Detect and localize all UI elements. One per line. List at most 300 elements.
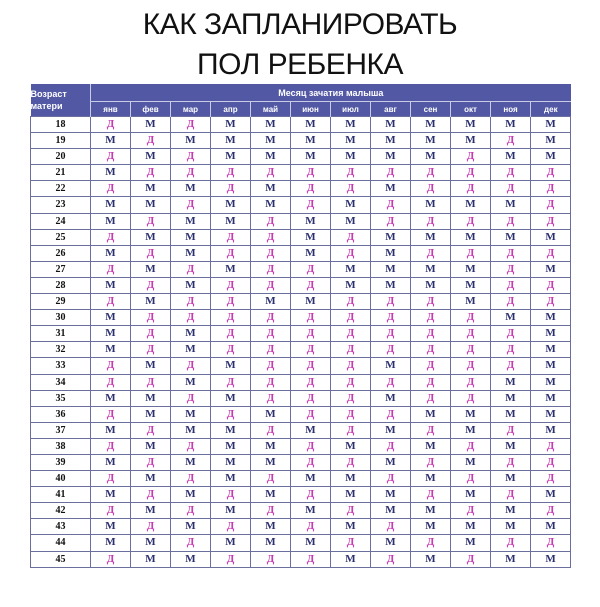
gender-cell: Д bbox=[491, 326, 531, 342]
gender-cell: М bbox=[251, 406, 291, 422]
gender-cell: М bbox=[131, 503, 171, 519]
gender-cell: М bbox=[211, 438, 251, 454]
gender-cell: Д bbox=[291, 165, 331, 181]
gender-cell: М bbox=[451, 422, 491, 438]
gender-cell: М bbox=[131, 535, 171, 551]
gender-cell: М bbox=[371, 503, 411, 519]
gender-cell: М bbox=[131, 117, 171, 133]
gender-cell: Д bbox=[211, 229, 251, 245]
month-header-6: июл bbox=[331, 102, 371, 117]
gender-cell: М bbox=[291, 245, 331, 261]
gender-cell: Д bbox=[491, 261, 531, 277]
gender-cell: Д bbox=[411, 390, 451, 406]
gender-cell: М bbox=[491, 551, 531, 567]
gender-cell: М bbox=[331, 117, 371, 133]
gender-cell: М bbox=[171, 406, 211, 422]
mother-age-cell: 20 bbox=[31, 149, 91, 165]
gender-cell: М bbox=[211, 133, 251, 149]
gender-cell: Д bbox=[411, 374, 451, 390]
table-row bbox=[31, 277, 571, 293]
gender-cell: Д bbox=[331, 310, 371, 326]
gender-cell: Д bbox=[371, 326, 411, 342]
gender-cell: М bbox=[411, 133, 451, 149]
gender-cell: Д bbox=[131, 213, 171, 229]
gender-cell: М bbox=[131, 551, 171, 567]
gender-cell: Д bbox=[491, 454, 531, 470]
gender-cell: Д bbox=[491, 181, 531, 197]
page-title-line-1: КАК ЗАПЛАНИРОВАТЬ bbox=[142, 8, 458, 41]
gender-cell: Д bbox=[251, 261, 291, 277]
gender-planning-table bbox=[30, 84, 571, 568]
table-row bbox=[31, 197, 571, 213]
month-header-9: окт bbox=[451, 102, 491, 117]
gender-cell: Д bbox=[371, 519, 411, 535]
gender-cell: Д bbox=[331, 422, 371, 438]
gender-cell: Д bbox=[371, 471, 411, 487]
gender-cell: М bbox=[131, 406, 171, 422]
gender-cell: Д bbox=[91, 551, 131, 567]
mother-age-cell: 19 bbox=[31, 133, 91, 149]
gender-cell: М bbox=[131, 438, 171, 454]
gender-cell: Д bbox=[251, 471, 291, 487]
gender-cell: Д bbox=[411, 487, 451, 503]
gender-cell: Д bbox=[291, 438, 331, 454]
gender-cell: Д bbox=[131, 422, 171, 438]
gender-cell: М bbox=[371, 117, 411, 133]
gender-cell: Д bbox=[211, 165, 251, 181]
gender-cell: М bbox=[131, 229, 171, 245]
month-header-4: май bbox=[251, 102, 291, 117]
gender-cell: Д bbox=[91, 149, 131, 165]
gender-cell: Д bbox=[171, 261, 211, 277]
gender-cell: Д bbox=[131, 310, 171, 326]
gender-cell: М bbox=[171, 245, 211, 261]
gender-cell: М bbox=[411, 503, 451, 519]
gender-cell: Д bbox=[211, 326, 251, 342]
gender-cell: Д bbox=[491, 277, 531, 293]
age-column-header bbox=[31, 84, 91, 117]
gender-cell: Д bbox=[171, 294, 211, 310]
gender-cell: Д bbox=[531, 213, 571, 229]
gender-cell: Д bbox=[451, 390, 491, 406]
gender-cell: Д bbox=[211, 374, 251, 390]
month-header-7: авг bbox=[371, 102, 411, 117]
month-header-5: июн bbox=[291, 102, 331, 117]
table-row bbox=[31, 503, 571, 519]
gender-cell: Д bbox=[531, 245, 571, 261]
gender-cell: Д bbox=[411, 535, 451, 551]
gender-cell: М bbox=[211, 503, 251, 519]
gender-cell: М bbox=[91, 213, 131, 229]
mother-age-cell: 30 bbox=[31, 310, 91, 326]
gender-cell: М bbox=[291, 422, 331, 438]
mother-age-cell: 36 bbox=[31, 406, 91, 422]
gender-cell: Д bbox=[451, 149, 491, 165]
gender-cell: М bbox=[131, 181, 171, 197]
gender-cell: Д bbox=[331, 245, 371, 261]
gender-cell: Д bbox=[371, 374, 411, 390]
gender-cell: Д bbox=[331, 503, 371, 519]
table-row bbox=[31, 342, 571, 358]
month-header-3: апр bbox=[211, 102, 251, 117]
month-header-10: ноя bbox=[491, 102, 531, 117]
gender-cell: М bbox=[451, 487, 491, 503]
gender-cell: М bbox=[531, 342, 571, 358]
gender-cell: Д bbox=[251, 358, 291, 374]
mother-age-cell: 22 bbox=[31, 181, 91, 197]
gender-cell: Д bbox=[451, 471, 491, 487]
gender-cell: Д bbox=[91, 374, 131, 390]
gender-cell: Д bbox=[371, 438, 411, 454]
gender-cell: Д bbox=[411, 358, 451, 374]
gender-cell: М bbox=[171, 551, 211, 567]
table-row bbox=[31, 422, 571, 438]
gender-cell: М bbox=[171, 213, 211, 229]
gender-cell: Д bbox=[171, 471, 211, 487]
table-row bbox=[31, 471, 571, 487]
gender-cell: М bbox=[531, 326, 571, 342]
gender-cell: М bbox=[491, 519, 531, 535]
gender-cell: М bbox=[291, 213, 331, 229]
gender-cell: Д bbox=[251, 551, 291, 567]
gender-cell: Д bbox=[291, 326, 331, 342]
gender-cell: Д bbox=[491, 358, 531, 374]
gender-cell: М bbox=[171, 454, 211, 470]
gender-cell: М bbox=[171, 519, 211, 535]
gender-cell: Д bbox=[371, 551, 411, 567]
gender-cell: М bbox=[251, 487, 291, 503]
gender-cell: Д bbox=[171, 197, 211, 213]
mother-age-cell: 21 bbox=[31, 165, 91, 181]
gender-cell: Д bbox=[331, 535, 371, 551]
mother-age-cell: 23 bbox=[31, 197, 91, 213]
gender-cell: Д bbox=[291, 358, 331, 374]
gender-cell: Д bbox=[131, 342, 171, 358]
table-row bbox=[31, 229, 571, 245]
gender-cell: Д bbox=[91, 438, 131, 454]
gender-cell: Д bbox=[531, 535, 571, 551]
month-group-header: Месяц зачатия малыша bbox=[91, 84, 571, 102]
gender-cell: М bbox=[91, 390, 131, 406]
gender-cell: М bbox=[291, 503, 331, 519]
gender-cell: М bbox=[291, 133, 331, 149]
gender-cell: Д bbox=[411, 294, 451, 310]
gender-cell: М bbox=[211, 149, 251, 165]
month-header-2: мар bbox=[171, 102, 211, 117]
gender-cell: Д bbox=[331, 165, 371, 181]
table-row bbox=[31, 245, 571, 261]
table-row bbox=[31, 406, 571, 422]
gender-cell: Д bbox=[371, 197, 411, 213]
gender-cell: М bbox=[331, 487, 371, 503]
gender-cell: Д bbox=[91, 181, 131, 197]
table-row bbox=[31, 535, 571, 551]
table-row bbox=[31, 326, 571, 342]
gender-cell: Д bbox=[251, 310, 291, 326]
table-row bbox=[31, 358, 571, 374]
gender-cell: Д bbox=[371, 406, 411, 422]
gender-cell: Д bbox=[211, 487, 251, 503]
gender-cell: Д bbox=[451, 213, 491, 229]
table-body bbox=[31, 117, 571, 568]
gender-cell: М bbox=[171, 229, 211, 245]
gender-cell: М bbox=[91, 342, 131, 358]
gender-cell: Д bbox=[451, 358, 491, 374]
gender-cell: М bbox=[91, 310, 131, 326]
gender-cell: Д bbox=[251, 422, 291, 438]
gender-cell: Д bbox=[211, 245, 251, 261]
page-title-line-2: ПОЛ РЕБЕНКА bbox=[197, 48, 403, 81]
gender-cell: М bbox=[91, 422, 131, 438]
gender-cell: Д bbox=[531, 438, 571, 454]
gender-cell: М bbox=[331, 261, 371, 277]
gender-cell: М bbox=[211, 454, 251, 470]
gender-cell: М bbox=[291, 229, 331, 245]
gender-cell: М bbox=[411, 197, 451, 213]
gender-cell: Д bbox=[531, 471, 571, 487]
gender-cell: М bbox=[91, 133, 131, 149]
gender-cell: М bbox=[371, 261, 411, 277]
gender-cell: Д bbox=[451, 165, 491, 181]
gender-cell: М bbox=[491, 229, 531, 245]
gender-cell: Д bbox=[331, 374, 371, 390]
gender-cell: М bbox=[211, 117, 251, 133]
table-row bbox=[31, 165, 571, 181]
gender-cell: М bbox=[331, 471, 371, 487]
gender-cell: Д bbox=[411, 454, 451, 470]
gender-cell: М bbox=[171, 326, 211, 342]
mother-age-cell: 25 bbox=[31, 229, 91, 245]
gender-cell: Д bbox=[451, 310, 491, 326]
gender-cell: М bbox=[411, 551, 451, 567]
gender-cell: М bbox=[131, 197, 171, 213]
mother-age-cell: 26 bbox=[31, 245, 91, 261]
mother-age-cell: 33 bbox=[31, 358, 91, 374]
gender-cell: М bbox=[371, 535, 411, 551]
gender-cell: М bbox=[91, 326, 131, 342]
gender-cell: М bbox=[411, 229, 451, 245]
gender-cell: Д bbox=[451, 438, 491, 454]
table-row bbox=[31, 438, 571, 454]
gender-cell: М bbox=[491, 390, 531, 406]
gender-cell: М bbox=[531, 310, 571, 326]
gender-cell: М bbox=[371, 454, 411, 470]
gender-cell: Д bbox=[211, 294, 251, 310]
gender-cell: Д bbox=[331, 294, 371, 310]
gender-cell: Д bbox=[291, 519, 331, 535]
gender-cell: Д bbox=[131, 487, 171, 503]
gender-cell: М bbox=[251, 294, 291, 310]
mother-age-cell: 45 bbox=[31, 551, 91, 567]
gender-cell: М bbox=[331, 197, 371, 213]
gender-cell: М bbox=[451, 133, 491, 149]
gender-cell: М bbox=[211, 422, 251, 438]
gender-cell: Д bbox=[171, 310, 211, 326]
gender-cell: Д bbox=[451, 374, 491, 390]
gender-cell: Д bbox=[491, 422, 531, 438]
gender-cell: М bbox=[91, 277, 131, 293]
gender-cell: Д bbox=[371, 310, 411, 326]
gender-cell: Д bbox=[131, 245, 171, 261]
gender-cell: М bbox=[211, 390, 251, 406]
gender-cell: Д bbox=[171, 117, 211, 133]
gender-cell: М bbox=[491, 374, 531, 390]
gender-cell: Д bbox=[131, 326, 171, 342]
gender-cell: М bbox=[531, 117, 571, 133]
gender-cell: М bbox=[411, 471, 451, 487]
gender-cell: Д bbox=[251, 165, 291, 181]
gender-cell: Д bbox=[531, 181, 571, 197]
age-header-line-1: Возраст bbox=[30, 89, 67, 99]
gender-cell: М bbox=[171, 487, 211, 503]
gender-cell: Д bbox=[491, 294, 531, 310]
gender-cell: М bbox=[91, 165, 131, 181]
gender-cell: М bbox=[411, 261, 451, 277]
gender-cell: Д bbox=[251, 390, 291, 406]
gender-cell: М bbox=[251, 117, 291, 133]
gender-cell: М bbox=[171, 422, 211, 438]
gender-cell: М bbox=[331, 438, 371, 454]
gender-cell: М bbox=[531, 390, 571, 406]
gender-cell: М bbox=[371, 277, 411, 293]
gender-cell: Д bbox=[211, 406, 251, 422]
gender-cell: М bbox=[371, 487, 411, 503]
gender-cell: М bbox=[291, 149, 331, 165]
gender-cell: М bbox=[131, 358, 171, 374]
gender-cell: М bbox=[171, 342, 211, 358]
gender-cell: Д bbox=[331, 390, 371, 406]
table-row bbox=[31, 454, 571, 470]
gender-cell: Д bbox=[131, 519, 171, 535]
gender-cell: М bbox=[451, 294, 491, 310]
gender-cell: М bbox=[451, 277, 491, 293]
gender-cell: М bbox=[371, 149, 411, 165]
month-header-8: сен bbox=[411, 102, 451, 117]
mother-age-cell: 43 bbox=[31, 519, 91, 535]
gender-cell: М bbox=[371, 181, 411, 197]
mother-age-cell: 27 bbox=[31, 261, 91, 277]
gender-cell: Д bbox=[451, 551, 491, 567]
mother-age-cell: 34 bbox=[31, 374, 91, 390]
gender-cell: М bbox=[531, 406, 571, 422]
gender-cell: Д bbox=[291, 487, 331, 503]
gender-cell: Д bbox=[371, 165, 411, 181]
mother-age-cell: 35 bbox=[31, 390, 91, 406]
table-row bbox=[31, 133, 571, 149]
gender-cell: М bbox=[331, 551, 371, 567]
gender-cell: Д bbox=[211, 519, 251, 535]
gender-cell: М bbox=[531, 487, 571, 503]
table-row bbox=[31, 213, 571, 229]
gender-cell: М bbox=[291, 117, 331, 133]
gender-cell: Д bbox=[411, 245, 451, 261]
gender-cell: М bbox=[251, 535, 291, 551]
table-row bbox=[31, 149, 571, 165]
mother-age-cell: 32 bbox=[31, 342, 91, 358]
gender-cell: Д bbox=[131, 454, 171, 470]
age-header-line-2: матери bbox=[30, 101, 63, 111]
table-row bbox=[31, 390, 571, 406]
gender-cell: Д bbox=[531, 294, 571, 310]
gender-cell: Д bbox=[531, 503, 571, 519]
gender-cell: М bbox=[171, 133, 211, 149]
gender-cell: Д bbox=[131, 374, 171, 390]
gender-cell: М bbox=[491, 406, 531, 422]
table-row bbox=[31, 117, 571, 133]
gender-cell: М bbox=[291, 471, 331, 487]
table-row bbox=[31, 551, 571, 567]
mother-age-cell: 37 bbox=[31, 422, 91, 438]
gender-cell: М bbox=[451, 197, 491, 213]
gender-cell: М bbox=[371, 358, 411, 374]
gender-cell: М bbox=[291, 294, 331, 310]
gender-cell: М bbox=[251, 438, 291, 454]
gender-cell: Д bbox=[91, 406, 131, 422]
gender-cell: Д bbox=[491, 245, 531, 261]
gender-cell: Д bbox=[171, 149, 211, 165]
gender-cell: Д bbox=[331, 342, 371, 358]
gender-cell: Д bbox=[91, 294, 131, 310]
gender-cell: М bbox=[531, 149, 571, 165]
gender-cell: Д bbox=[171, 503, 211, 519]
table-row bbox=[31, 374, 571, 390]
gender-cell: М bbox=[491, 310, 531, 326]
gender-cell: Д bbox=[251, 213, 291, 229]
mother-age-cell: 29 bbox=[31, 294, 91, 310]
gender-cell: М bbox=[211, 261, 251, 277]
gender-cell: М bbox=[331, 213, 371, 229]
gender-cell: Д bbox=[491, 535, 531, 551]
gender-cell: Д bbox=[251, 342, 291, 358]
gender-cell: Д bbox=[411, 326, 451, 342]
gender-cell: М bbox=[91, 535, 131, 551]
gender-cell: Д bbox=[211, 551, 251, 567]
gender-cell: Д bbox=[211, 277, 251, 293]
gender-cell: Д bbox=[491, 133, 531, 149]
gender-cell: Д bbox=[371, 294, 411, 310]
gender-cell: М bbox=[531, 229, 571, 245]
gender-cell: М bbox=[371, 390, 411, 406]
month-header-0: янв bbox=[91, 102, 131, 117]
gender-cell: Д bbox=[91, 117, 131, 133]
mother-age-cell: 41 bbox=[31, 487, 91, 503]
gender-cell: Д bbox=[411, 213, 451, 229]
table-row bbox=[31, 310, 571, 326]
gender-cell: М bbox=[491, 503, 531, 519]
gender-cell: Д bbox=[251, 503, 291, 519]
gender-cell: Д bbox=[291, 310, 331, 326]
gender-cell: М bbox=[211, 535, 251, 551]
gender-cell: Д bbox=[531, 277, 571, 293]
gender-cell: М bbox=[371, 422, 411, 438]
gender-cell: Д bbox=[331, 358, 371, 374]
mother-age-cell: 39 bbox=[31, 454, 91, 470]
mother-age-cell: 24 bbox=[31, 213, 91, 229]
gender-cell: М bbox=[131, 149, 171, 165]
gender-cell: Д bbox=[171, 390, 211, 406]
gender-cell: Д bbox=[491, 487, 531, 503]
gender-cell: М bbox=[531, 133, 571, 149]
table-row bbox=[31, 487, 571, 503]
gender-cell: Д bbox=[451, 503, 491, 519]
gender-cell: Д bbox=[171, 438, 211, 454]
gender-cell: М bbox=[451, 519, 491, 535]
gender-cell: М bbox=[491, 471, 531, 487]
gender-cell: М bbox=[331, 133, 371, 149]
mother-age-cell: 28 bbox=[31, 277, 91, 293]
gender-cell: М bbox=[371, 133, 411, 149]
mother-age-cell: 38 bbox=[31, 438, 91, 454]
